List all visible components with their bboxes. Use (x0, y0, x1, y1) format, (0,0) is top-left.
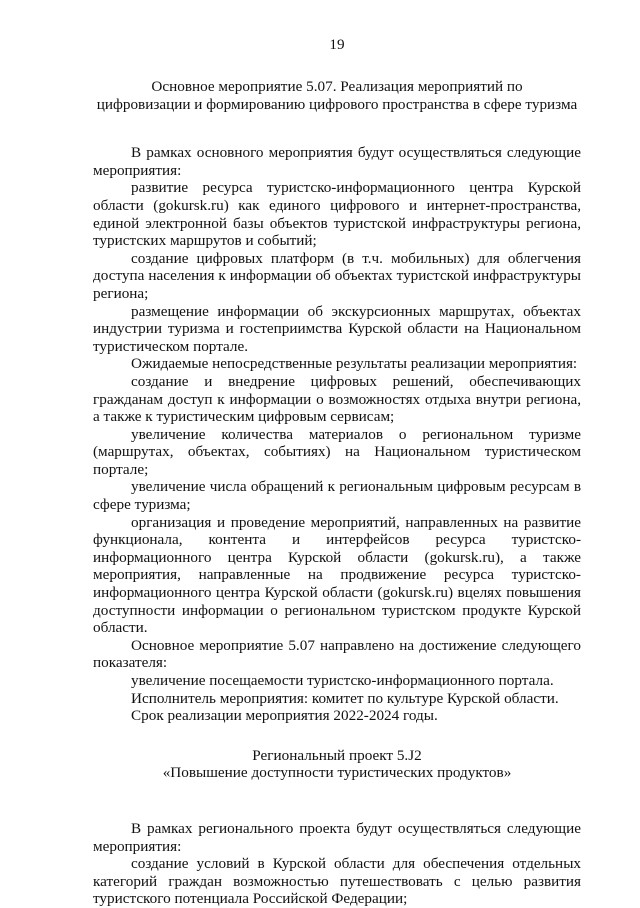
section-body-activity-5-07 (93, 144, 581, 725)
page-number: 19 (329, 36, 345, 53)
paragraph: создание и внедрение цифровых решений, обеспечивающих гражданам доступ к информации о возможностях отдыха внутри региона, а также к туристическим цифровым сервисам; (93, 372, 581, 426)
paragraph: В рамках регионального проекта будут осуществляться следующие мероприятия: (93, 819, 581, 855)
section-body-regional-project-5-j2 (93, 820, 581, 908)
heading-line: «Повышение доступности туристических продуктов» (162, 764, 512, 782)
paragraph: Исполнитель мероприятия: комитет по культуре Курской области. (131, 689, 559, 707)
paragraph: создание условий в Курской области для обеспечения отдельных категорий граждан возможностью путешествовать с целью развития туристского потенциала Российской Федерации; (93, 855, 581, 908)
paragraph: Срок реализации мероприятия 2022-2024 годы. (131, 707, 438, 725)
paragraph: организация и проведение мероприятий, направленных на развитие функционала, контента и интерфейсов ресурса туристско-информационного центра Курской области (gokursk.ru), а также мероприятия, направленные на продвижение ресурса туристско-информационного центра Курской области (gokursk.ru) вцелях повышения доступности информации о региональном туристском продукте Курской области. (93, 513, 581, 637)
heading-line: цифровизации и формированию цифрового пространства в сфере туризма (96, 95, 578, 113)
paragraph: размещение информации об экскурсионных маршрутах, объектах индустрии туризма и гостеприимства Курской области на Национальном туристическом портале. (93, 302, 581, 355)
paragraph: развитие ресурса туристско-информационного центра Курской области (gokursk.ru) как единого цифрового и интернет-пространства, единой электронной базы объектов туристской инфраструктуры региона, туристских маршрутов и событий; (93, 179, 581, 250)
heading-line: Основное мероприятие 5.07. Реализация мероприятий по (151, 78, 523, 95)
heading-line: Региональный проект 5.J2 (252, 746, 422, 764)
paragraph: увеличение числа обращений к региональным цифровым ресурсам в сфере туризма; (93, 478, 581, 514)
section-heading-activity-5-07 (93, 78, 581, 113)
section-heading-regional-project-5-j2 (93, 747, 581, 782)
paragraph: В рамках основного мероприятия будут осуществляться следующие мероприятия: (93, 144, 581, 179)
paragraph: увеличение посещаемости туристско-информационного портала. (131, 672, 554, 689)
document-page (93, 36, 581, 908)
paragraph: Основное мероприятие 5.07 направлено на достижение следующего показателя: (93, 636, 581, 672)
paragraph: увеличение количества материалов о региональном туризме (маршрутах, объектах, событиях) на Национальном туристическом портале; (93, 425, 581, 478)
paragraph: создание цифровых платформ (в т.ч. мобильных) для облегчения доступа населения к информации об объектах туристской инфраструктуры региона; (93, 249, 581, 302)
paragraph: Ожидаемые непосредственные результаты реализации мероприятия: (131, 355, 578, 373)
